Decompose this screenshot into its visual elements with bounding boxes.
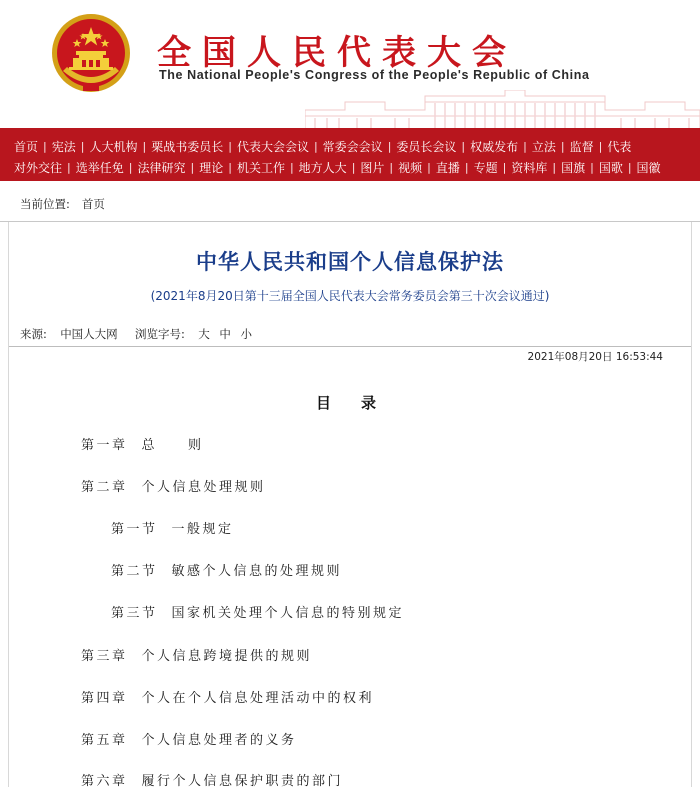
toc-item[interactable] — [81, 729, 297, 748]
font-size-medium-button[interactable]: 中 — [219, 327, 231, 341]
nav-separator: | — [389, 161, 394, 174]
toc-item-label: 第一章 — [81, 438, 128, 453]
toc-item[interactable] — [81, 434, 204, 453]
nav-link[interactable]: 国旗 — [561, 161, 586, 175]
nav-link[interactable]: 委员长会议 — [396, 140, 457, 154]
breadcrumb-label: 当前位置: — [20, 197, 70, 211]
nav-separator: | — [598, 140, 603, 153]
main-navigation — [0, 128, 700, 181]
nav-separator: | — [289, 161, 294, 174]
source-value: 中国人大网 — [60, 327, 118, 341]
nav-row-1 — [14, 136, 700, 157]
nav-link[interactable]: 首页 — [14, 140, 39, 154]
great-hall-illustration — [305, 90, 700, 128]
toc-item-text: 一般规定 — [171, 522, 234, 537]
nav-separator: | — [461, 140, 466, 153]
toc-item-text: 个人信息处理者的义务 — [141, 733, 297, 748]
site-subtitle: The National People's Congress of the People's Republic of China — [159, 68, 590, 82]
nav-link[interactable]: 图片 — [360, 161, 385, 175]
toc-item-label: 第二章 — [81, 480, 128, 495]
nav-link[interactable]: 权威发布 — [470, 140, 519, 154]
nav-separator: | — [351, 161, 356, 174]
nav-separator: | — [128, 161, 133, 174]
nav-separator: | — [552, 161, 557, 174]
nav-link[interactable]: 地方人大 — [298, 161, 347, 175]
toc-item-text: 个人信息处理规则 — [141, 480, 266, 495]
nav-link[interactable]: 人大机构 — [89, 140, 138, 154]
nav-separator: | — [523, 140, 527, 153]
nav-separator: | — [502, 161, 507, 174]
nav-separator: | — [190, 161, 195, 174]
nav-link[interactable]: 立法 — [531, 140, 556, 154]
toc-item-text: 个人信息跨境提供的规则 — [141, 649, 313, 664]
nav-row-2 — [14, 157, 700, 178]
site-header — [0, 0, 700, 128]
nav-link[interactable]: 法律研究 — [137, 161, 186, 175]
toc-heading — [316, 392, 376, 413]
toc-item[interactable] — [111, 518, 234, 537]
toc-item-text: 敏感个人信息的处理规则 — [171, 564, 343, 579]
breadcrumb-divider — [0, 221, 700, 222]
nav-link[interactable]: 代表大会会议 — [236, 140, 309, 154]
toc-item-label: 第三章 — [81, 649, 128, 664]
nav-separator: | — [427, 161, 431, 174]
toc-item[interactable] — [111, 560, 342, 579]
publish-datetime: 2021年08月20日 16:53:44 — [527, 351, 663, 363]
breadcrumb — [20, 196, 105, 212]
nav-separator: | — [228, 161, 232, 174]
toc-item[interactable] — [81, 645, 312, 664]
toc-item-label: 第五章 — [81, 733, 128, 748]
toc-item-text: 国家机关处理个人信息的特别规定 — [171, 606, 405, 621]
nav-separator: | — [43, 140, 47, 153]
nav-separator: | — [464, 161, 469, 174]
toc-item[interactable] — [81, 770, 343, 787]
nav-link[interactable]: 代表 — [607, 140, 632, 154]
toc-heading-char-1: 目 — [316, 394, 332, 412]
toc-item-text: 个人在个人信息处理活动中的权利 — [141, 691, 375, 706]
nav-link[interactable]: 视频 — [398, 161, 423, 175]
nav-link[interactable]: 监督 — [569, 140, 594, 154]
toc-item-label: 第六章 — [81, 774, 128, 787]
font-size-label: 浏览字号: — [135, 327, 185, 341]
nav-link[interactable]: 专题 — [473, 161, 498, 175]
site-title: 全国人民代表大会 — [157, 33, 517, 73]
nav-separator: | — [313, 140, 318, 153]
national-emblem-icon — [49, 13, 133, 97]
content-frame-right-border — [691, 222, 692, 787]
nav-link[interactable]: 宪法 — [51, 140, 76, 154]
nav-link[interactable]: 理论 — [199, 161, 224, 175]
article-title: 中华人民共和国个人信息保护法 — [196, 250, 504, 274]
nav-link[interactable]: 常委会会议 — [322, 140, 383, 154]
font-size-large-button[interactable]: 大 — [198, 327, 210, 341]
breadcrumb-home-link[interactable]: 首页 — [81, 197, 105, 211]
nav-separator: | — [80, 140, 85, 153]
nav-link[interactable]: 国歌 — [598, 161, 623, 175]
nav-link[interactable]: 直播 — [435, 161, 460, 175]
toc-item-label: 第二节 — [111, 564, 158, 579]
nav-separator: | — [387, 140, 392, 153]
nav-separator: | — [67, 161, 71, 174]
nav-link[interactable]: 机关工作 — [236, 161, 285, 175]
nav-separator: | — [560, 140, 565, 153]
nav-separator: | — [142, 140, 147, 153]
toc-item[interactable] — [81, 476, 266, 495]
meta-divider — [9, 346, 691, 347]
toc-item-label: 第一节 — [111, 522, 158, 537]
content-frame-left-border — [8, 222, 9, 787]
toc-item[interactable] — [81, 687, 374, 706]
source-label: 来源: — [20, 327, 47, 341]
nav-link[interactable]: 资料库 — [511, 161, 548, 175]
toc-item-text: 履行个人信息保护职责的部门 — [141, 774, 344, 787]
nav-separator: | — [627, 161, 632, 174]
toc-item-label: 第三节 — [111, 606, 158, 621]
nav-link[interactable]: 对外交往 — [14, 161, 63, 175]
font-size-small-button[interactable]: 小 — [240, 327, 252, 341]
nav-link[interactable]: 选举任免 — [75, 161, 124, 175]
toc-item-text: 总 则 — [141, 438, 204, 453]
toc-item[interactable] — [111, 602, 404, 621]
toc-heading-char-2: 录 — [361, 394, 377, 412]
article-subtitle: (2021年8月20日第十三届全国人民代表大会常务委员会第三十次会议通过) — [150, 289, 550, 303]
nav-separator: | — [590, 161, 594, 174]
article-meta — [20, 326, 258, 342]
nav-separator: | — [228, 140, 232, 153]
nav-link[interactable]: 栗战书委员长 — [151, 140, 224, 154]
toc-item-label: 第四章 — [81, 691, 128, 706]
nav-link[interactable]: 国徽 — [636, 161, 661, 175]
